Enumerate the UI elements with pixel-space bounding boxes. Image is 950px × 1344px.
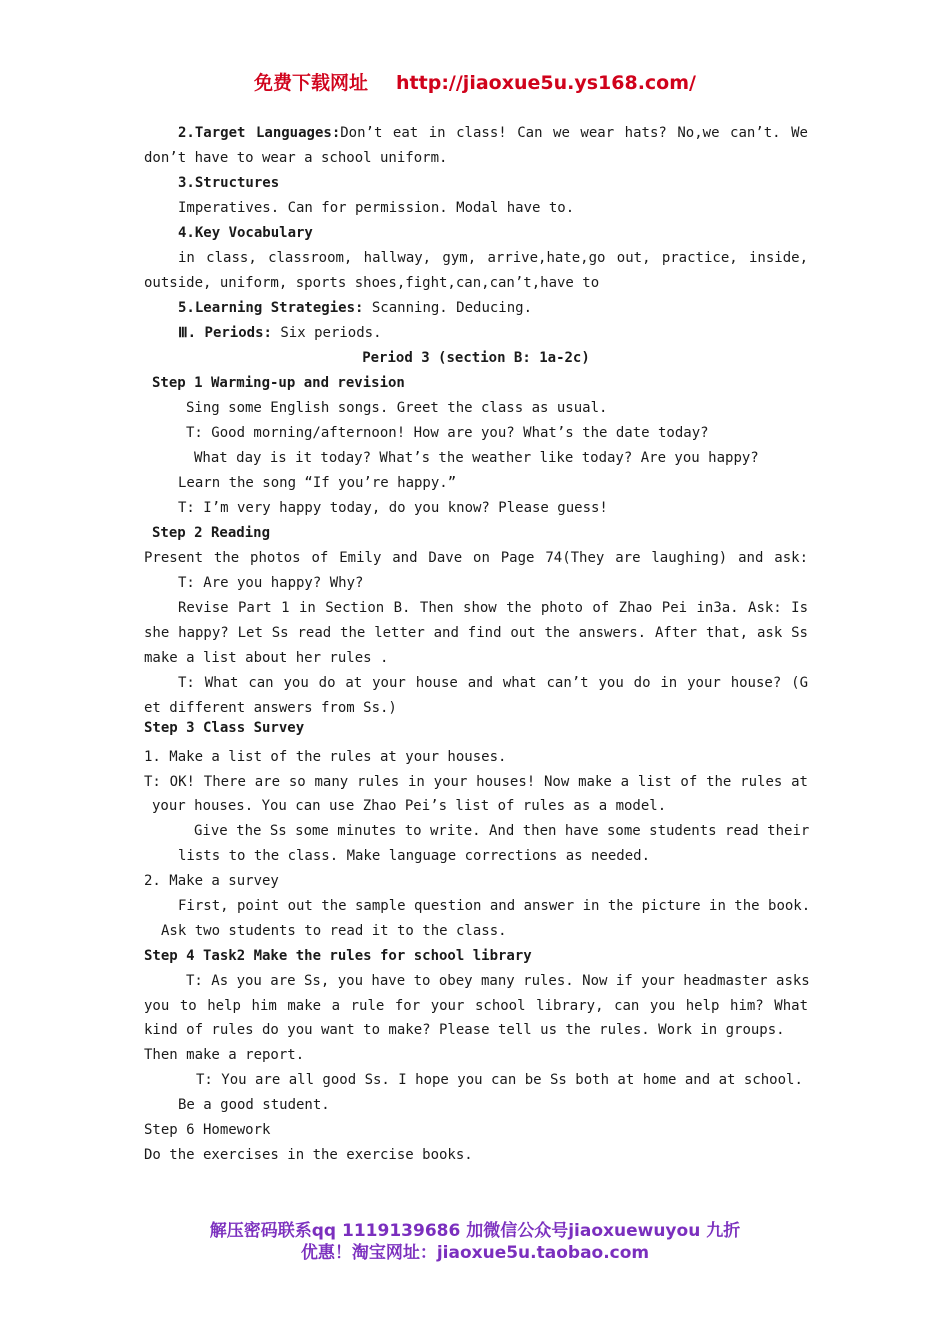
text-line: et different answers from Ss.) xyxy=(144,700,397,716)
step-heading: Step 6 Homework xyxy=(144,1122,271,1138)
text-line: Present the photos of Emily and Dave on Page 74(They are laughing) and ask: xyxy=(144,550,808,566)
text-line: First, point out the sample question and answer in the picture in the book. xyxy=(178,898,811,914)
page-header xyxy=(0,68,950,95)
text-line: Ask two students to read it to the class. xyxy=(161,923,507,939)
periods-line: Ⅲ. Periods: Six periods. xyxy=(178,325,382,341)
page-footer xyxy=(0,1220,950,1264)
text-line: kind of rules do you want to make? Please tell us the rules. Work in groups. xyxy=(144,1022,785,1038)
text-line: she happy? Let Ss read the letter and find out the answers. After that, ask Ss xyxy=(144,625,808,641)
step-heading: Step 3 Class Survey xyxy=(144,720,305,736)
header-cn-label: 免费下载网址 xyxy=(254,72,369,94)
text-line: Do the exercises in the exercise books. xyxy=(144,1147,473,1163)
target-languages-line: 2.Target Languages:Don’t eat in class! Can we wear hats? No,we can’t. We xyxy=(178,125,808,141)
footer-line-1: 解压密码联系qq 1119139686 加微信公众号jiaoxuewuyou 九折 xyxy=(209,1221,741,1241)
header-url-link[interactable]: http://jiaoxue5u.ys168.com/ xyxy=(396,72,696,94)
text-line: your houses. You can use Zhao Pei’s list of rules as a model. xyxy=(152,798,667,814)
text-line: outside, uniform, sports shoes,fight,can,can’t,have to xyxy=(144,275,600,291)
step-heading: Step 2 Reading xyxy=(152,525,271,541)
text-line: What day is it today? What’s the weather like today? Are you happy? xyxy=(194,450,759,466)
text-line: T: What can you do at your house and what can’t you do in your house? (G xyxy=(178,675,808,691)
text-line: T: Good morning/afternoon! How are you? What’s the date today? xyxy=(186,425,709,441)
text-line: you to help him make a rule for your school library, can you help him? What xyxy=(144,998,808,1014)
step-heading: Step 4 Task2 Make the rules for school library xyxy=(144,948,532,964)
text-line: in class, classroom, hallway, gym, arrive,hate,go out, practice, inside, xyxy=(178,250,808,266)
text-line: lists to the class. Make language corrections as needed. xyxy=(178,848,651,864)
section-heading: 3.Structures xyxy=(178,175,280,191)
text-line: make a list about her rules . xyxy=(144,650,389,666)
text-line: Learn the song “If you’re happy.” xyxy=(178,475,457,491)
text-line: T: Are you happy? Why? xyxy=(178,575,364,591)
text-line: Then make a report. xyxy=(144,1047,305,1063)
text-line: Revise Part 1 in Section B. Then show the photo of Zhao Pei in3a. Ask: Is xyxy=(178,600,808,616)
text-line: Be a good student. xyxy=(178,1097,330,1113)
text-line: don’t have to wear a school uniform. xyxy=(144,150,448,166)
step-heading: Step 1 Warming-up and revision xyxy=(152,375,405,391)
text-line: 1. Make a list of the rules at your houses. xyxy=(144,749,507,765)
learning-strategies-line: 5.Learning Strategies: Scanning. Deducing. xyxy=(178,300,533,316)
section-heading: 4.Key Vocabulary xyxy=(178,225,313,241)
text-line: T: As you are Ss, you have to obey many rules. Now if your headmaster asks xyxy=(186,973,810,989)
text-line: T: You are all good Ss. I hope you can be Ss both at home and at school. xyxy=(196,1072,803,1088)
text-line: Sing some English songs. Greet the class as usual. xyxy=(186,400,608,416)
footer-line-2: 优惠！淘宝网址：jiaoxue5u.taobao.com xyxy=(300,1243,650,1263)
text-line: 2. Make a survey xyxy=(144,873,279,889)
text-line: T: I’m very happy today, do you know? Please guess! xyxy=(178,500,608,516)
period-title: Period 3 (section B: 1a-2c) xyxy=(362,350,590,366)
text-line: Imperatives. Can for permission. Modal have to. xyxy=(178,200,575,216)
text-line: Give the Ss some minutes to write. And then have some students read their xyxy=(194,823,810,839)
text-line: T: OK! There are so many rules in your houses! Now make a list of the rules at xyxy=(144,774,808,790)
